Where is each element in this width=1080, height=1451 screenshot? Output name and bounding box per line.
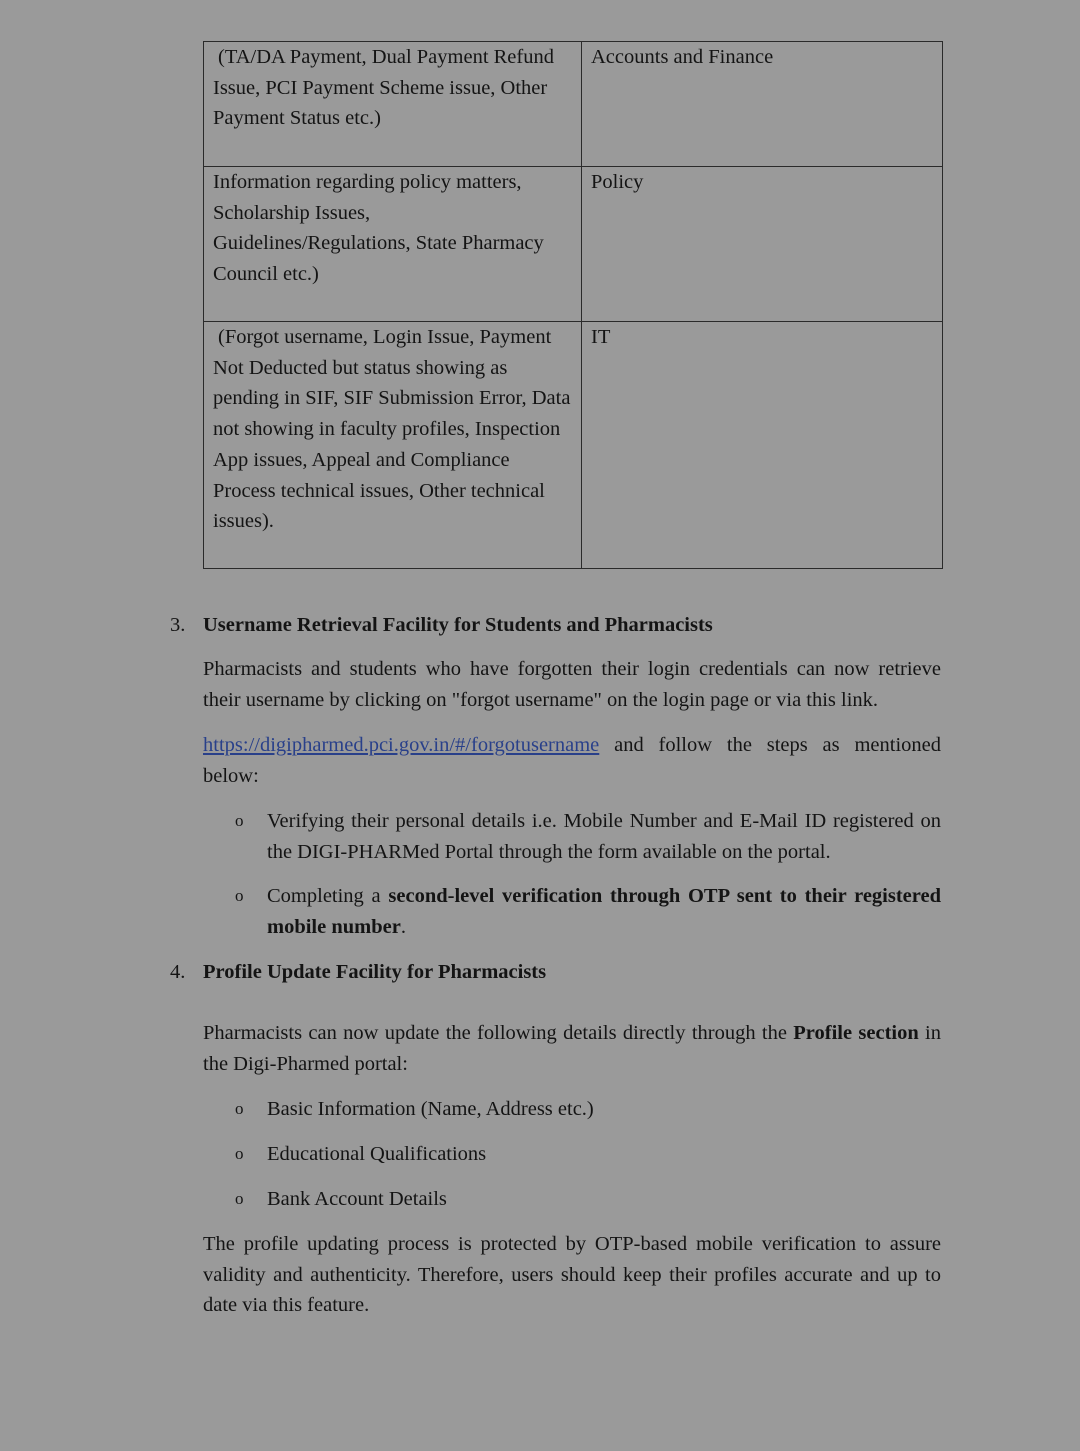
bullet-marker: o <box>235 1099 244 1118</box>
section-4-heading <box>170 957 950 987</box>
bullet-marker: o <box>235 1189 244 1208</box>
table-cell-description <box>204 322 582 569</box>
section-title: Username Retrieval Facility for Students and Pharmacists <box>203 614 713 636</box>
cell-text: IT <box>591 326 611 348</box>
section-number: 3. <box>170 614 186 636</box>
forgot-username-link[interactable]: https://digipharmed.pci.gov.in/#/forgotusername <box>203 734 600 756</box>
list-item <box>235 881 941 942</box>
list-item-text: Bank Account Details <box>267 1188 447 1210</box>
section-3-heading <box>170 610 950 640</box>
list-item-text <box>267 881 941 942</box>
text-suffix: in the Digi-Pharmed portal: <box>203 1022 942 1075</box>
cell-text: (Forgot username, Login Issue, Payment Not Deducted but status showing as pending in SIF, SIF Submission Error, Data not showing in faculty profiles, Inspection App issues, Appeal and Compliance Process technical issues, Other technical issues). <box>213 326 571 533</box>
list-item-text: Verifying their personal details i.e. Mobile Number and E-Mail ID registered on the DIGI-PHARMed Portal through the form available on the portal. <box>267 810 941 863</box>
table-cell-department <box>582 167 943 322</box>
cell-text: Policy <box>591 171 644 193</box>
section-number: 4. <box>170 961 186 983</box>
table-row <box>204 167 943 322</box>
table-row <box>204 42 943 167</box>
cell-text: Accounts and Finance <box>591 46 774 68</box>
list-item <box>235 806 941 867</box>
table-cell-department <box>582 322 943 569</box>
query-routing-table <box>203 41 943 569</box>
bullet-marker: o <box>235 811 244 830</box>
list-item <box>235 1139 941 1170</box>
table-cell-description <box>204 42 582 167</box>
cell-text: (TA/DA Payment, Dual Payment Refund Issue, PCI Payment Scheme issue, Other Payment Status etc.) <box>213 46 554 130</box>
cell-text: Information regarding policy matters, Scholarship Issues, Guidelines/Regulations, State Pharmacy Council etc.) <box>213 171 544 286</box>
table-cell-description <box>204 167 582 322</box>
bullet-marker: o <box>235 1144 244 1163</box>
text-prefix: Completing a <box>267 885 389 907</box>
table-row <box>204 322 943 569</box>
section-4-closing: The profile updating process is protected by OTP-based mobile verification to assure validity and authenticity. Therefore, users should keep their profiles accurate and up to date via this feature. <box>203 1233 941 1317</box>
table-cell-department <box>582 42 943 167</box>
text-prefix: Pharmacists can now update the following details directly through the <box>203 1022 794 1044</box>
list-item <box>235 1184 941 1215</box>
section-4-intro <box>203 1018 941 1079</box>
section-3-paragraph: Pharmacists and students who have forgotten their login credentials can now retrieve their username by clicking on "forgot username" on the login page or via this link. <box>203 658 941 711</box>
list-item <box>235 1094 941 1125</box>
text-emphasis: Profile section <box>793 1022 919 1044</box>
list-item-text: Basic Information (Name, Address etc.) <box>267 1098 594 1120</box>
text-emphasis: second-level verification through OTP sent to their registered mobile number <box>267 885 942 938</box>
text-suffix: . <box>400 915 406 938</box>
bullet-marker: o <box>235 886 244 905</box>
section-3-link-paragraph <box>203 730 941 791</box>
link-paragraph-text: and follow the steps as mentioned below: <box>203 734 941 787</box>
list-item-text: Educational Qualifications <box>267 1143 487 1165</box>
section-title: Profile Update Facility for Pharmacists <box>203 961 547 983</box>
